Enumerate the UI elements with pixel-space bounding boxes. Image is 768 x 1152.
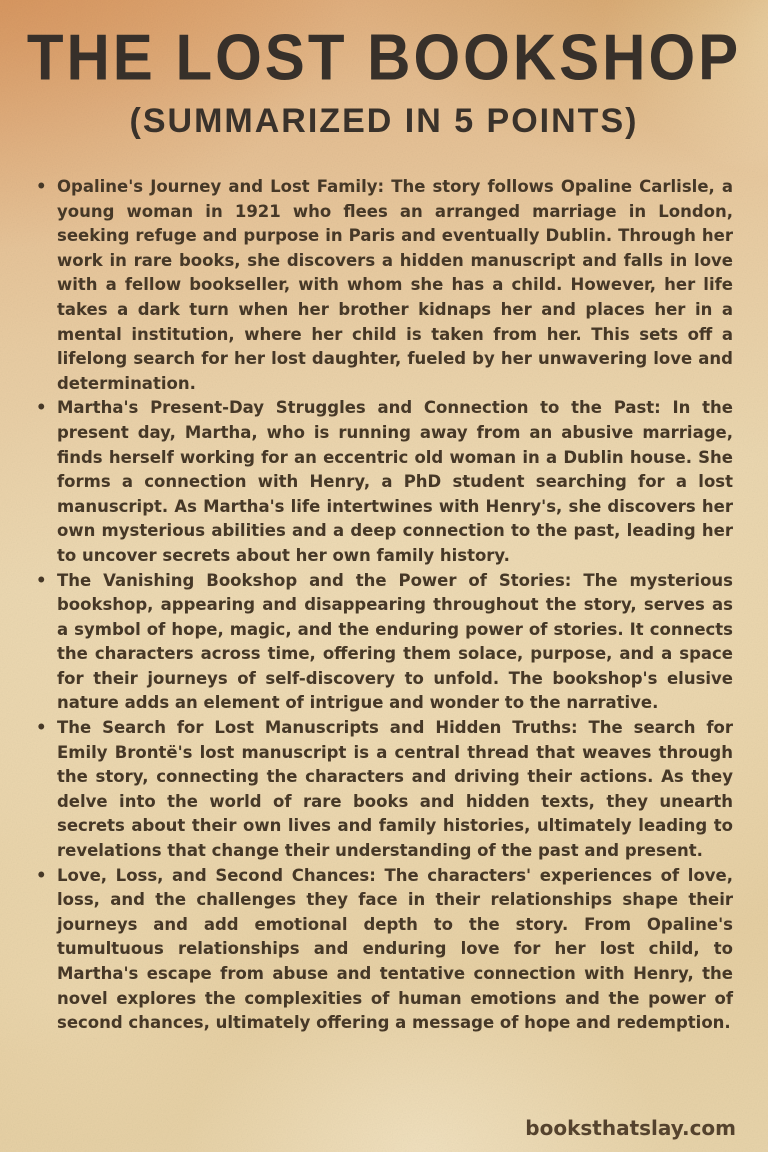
point-text: In the present day, Martha, who is running away from an abusive marriage, finds herself working for an eccentric old woman in a Dublin house. She forms a connection with Henry, a PhD student searching for a lost manuscript. As Martha's life intertwines with Henry's, she discovers her own mysterious abilities and a deep connection to the past, leading her to uncover secrets about her own family history.: [57, 398, 733, 565]
point-text: The mysterious bookshop, appearing and disappearing throughout the story, serves as a symbol of hope, magic, and the enduring power of stories. It connects the characters across time, offering them solace, purpose, and a space for their journeys of self-discovery to unfold. The bookshop's elusive nature adds an element of intrigue and wonder to the narrative.: [57, 570, 733, 713]
summary-point-1: [35, 175, 733, 396]
point-text: The story follows Opaline Carlisle, a young woman in 1921 who flees an arranged marriage in London, seeking refuge and purpose in Paris and eventually Dublin. Through her work in rare books, she discovers a hidden manuscript and falls in love with a fellow bookseller, with whom she has a child. However, her life takes a dark turn when her brother kidnaps her and places her in a mental institution, where her child is taken from her. This sets off a lifelong search for her lost daughter, fueled by her unwavering love and determination.: [57, 177, 734, 393]
point-heading: Opaline's Journey and Lost Family:: [57, 177, 385, 196]
summary-point-5: [35, 864, 733, 1036]
point-text: The characters' experiences of love, loss, and the challenges they face in their relationships shape their journeys and add emotional depth to the story. From Opaline's tumultuous relationships and enduring love for her lost child, to Martha's escape from abuse and tentative connection with Henry, the novel explores the complexities of human emotions and the power of second chances, ultimately offering a message of hope and redemption.: [57, 865, 733, 1033]
bullet-dot: •: [36, 718, 47, 738]
page-title: THE LOST BOOKSHOP: [26, 21, 742, 94]
summary-point-4: [35, 716, 733, 864]
summary-point-2: [35, 396, 733, 568]
point-heading: Martha's Present-Day Struggles and Connection to the Past:: [57, 398, 661, 418]
point-heading: Love, Loss, and Second Chances:: [57, 865, 376, 885]
bullet-dot: •: [36, 570, 47, 590]
bullet-dot: •: [36, 865, 47, 885]
point-text: The search for Emily Brontë's lost manuscript is a central thread that weaves through the story, connecting the characters and driving their actions. As they delve into the world of rare books and hidden texts, they unearth secrets about their own lives and family histories, ultimately leading to revelations that change their understanding of the past and present.: [57, 718, 733, 861]
bullet-dot: •: [36, 177, 47, 196]
page-subtitle: (SUMMARIZED IN 5 POINTS): [129, 102, 639, 140]
summary-point-3: [35, 569, 733, 717]
bullet-dot: •: [36, 398, 47, 418]
site-credit: booksthatslay.com: [525, 1116, 736, 1140]
point-heading: The Search for Lost Manuscripts and Hidden Truths:: [57, 718, 578, 738]
summary-points-list: [35, 175, 733, 1036]
point-heading: The Vanishing Bookshop and the Power of Stories:: [57, 570, 572, 590]
